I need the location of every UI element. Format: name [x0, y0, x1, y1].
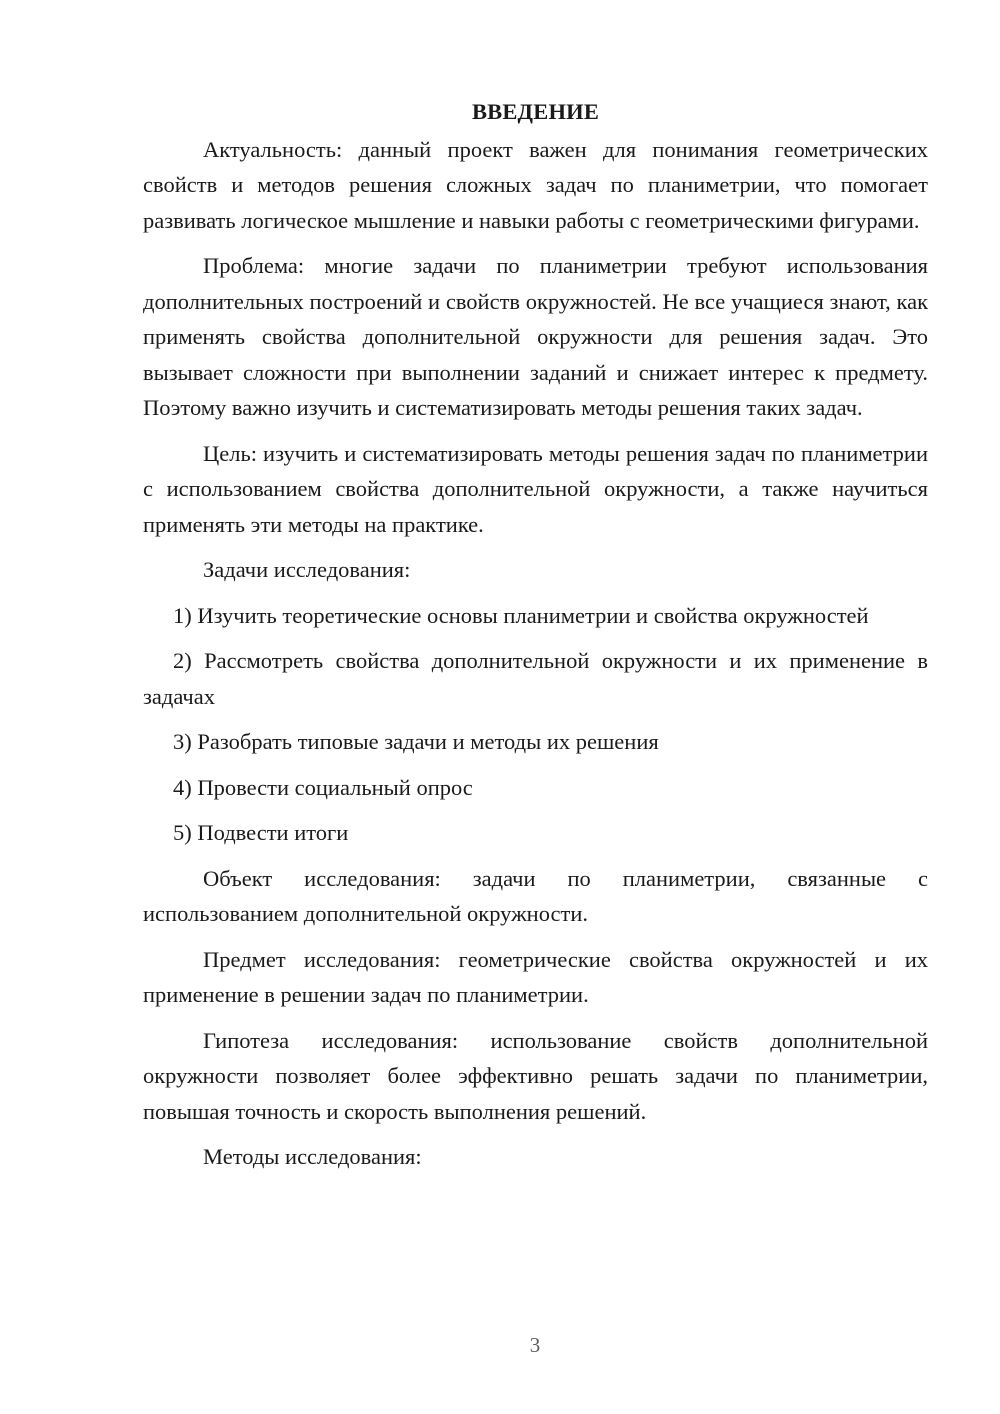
paragraph-hypothesis: Гипотеза исследования: использование свойств дополнительной окружности позволяет более эффективно решать задачи по планиметрии, повышая точность и скорость выполнения решений.: [143, 1027, 928, 1124]
page-number: 3: [529, 1333, 541, 1357]
list-item: 3) Разобрать типовые задачи и методы их решения: [173, 729, 659, 754]
paragraph-subject: Предмет исследования: геометрические свойства окружностей и их применение в решении задач по планиметрии.: [143, 946, 928, 1007]
paragraph-goal: Цель: изучить и систематизировать методы решения задач по планиметрии с использованием свойства дополнительной окружности, а также научиться применять эти методы на практике.: [143, 440, 928, 537]
list-item: 5) Подвести итоги: [173, 820, 349, 845]
methods-title: Методы исследования:: [203, 1144, 422, 1169]
list-item: 4) Провести социальный опрос: [173, 774, 473, 800]
list-item: 1) Изучить теоретические основы планиметрии и свойства окружностей: [173, 602, 869, 628]
paragraph-problem: Проблема: многие задачи по планиметрии требуют использования дополнительных построений и свойств окружностей. Не все учащиеся знают, как применять свойства дополнительной окружности для решения задач. Это вызывает сложности при выполнении заданий и снижает интерес к предмету. Поэтому важно изучить и систематизировать методы решения таких задач.: [143, 253, 928, 420]
paragraph-object: Объект исследования: задачи по планиметрии, связанные с использованием дополнительной окружности.: [143, 865, 928, 926]
tasks-title: Задачи исследования:: [203, 557, 411, 582]
list-item: 2) Рассмотреть свойства дополнительной окружности и их применение в задачах: [143, 648, 928, 709]
section-heading: ВВЕДЕНИЕ: [471, 99, 600, 124]
paragraph-relevance: Актуальность: данный проект важен для понимания геометрических свойств и методов решения сложных задач по планиметрии, что помогает развивать логическое мышление и навыки работы с геометрическими фигурами.: [143, 136, 928, 233]
document-page: [143, 94, 928, 1185]
